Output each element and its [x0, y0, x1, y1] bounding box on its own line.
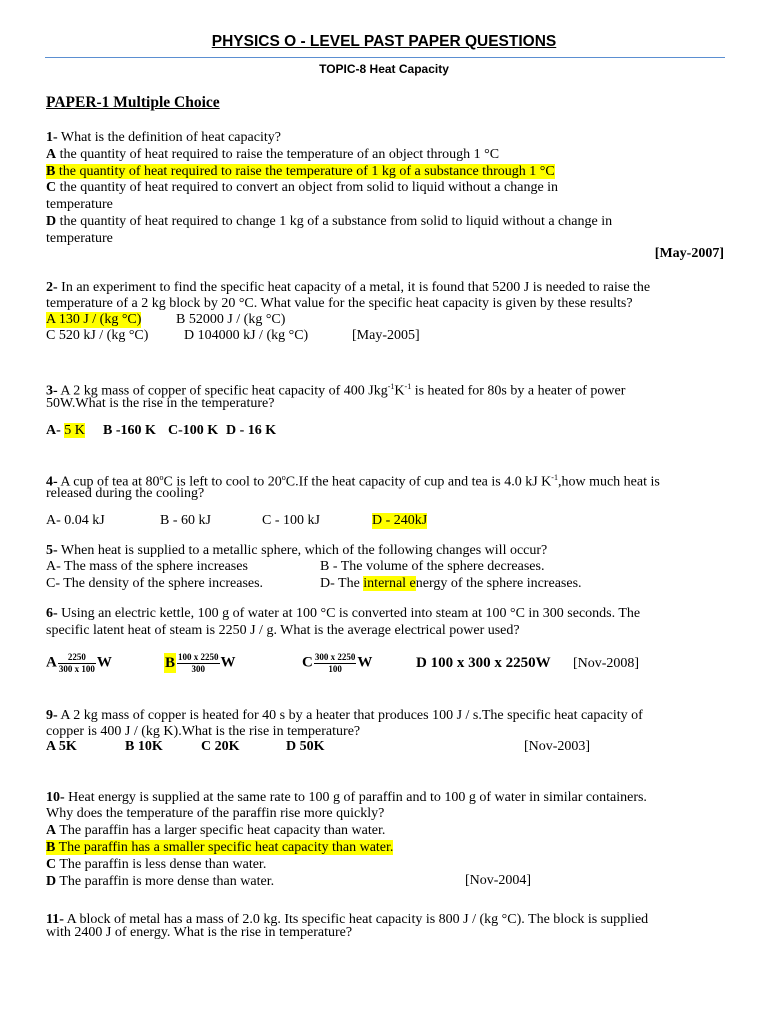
q10-reference: [Nov-2004] [465, 873, 532, 888]
q6-a-fraction [58, 652, 96, 675]
q3-sup-1: -1 [387, 382, 395, 391]
q9-reference: [Nov-2003] [524, 739, 591, 754]
q4-stem-text-3: C.If the heat capacity of cup and tea is 4.0 kJ K [285, 474, 552, 490]
q3-option-b: B -160 K [103, 423, 156, 438]
q10-a-letter: A [46, 823, 57, 838]
q1-c-text: the quantity of heat required to convert an object from solid to liquid without a change in [56, 180, 559, 195]
q2-option-b: B 52000 J / (kg °C) [176, 312, 286, 327]
q4-option-c: C - 100 kJ [262, 513, 320, 528]
q9-stem-line2: copper is 400 J / (kg K).What is the rise in temperature? [46, 724, 361, 739]
q1-d-letter: D [46, 214, 57, 229]
q10-d-text: The paraffin is more dense than water. [56, 874, 275, 889]
q9-number: 9- [46, 708, 58, 723]
q6-stem-line2: specific latent heat of steam is 2250 J / g. What is the average electrical power used? [46, 623, 520, 638]
q9-option-c: C 20K [201, 739, 240, 754]
q2-option-a: A 130 J / (kg °C) [46, 312, 142, 327]
q3-number: 3- [46, 383, 58, 399]
q10-b-letter: B [46, 840, 56, 855]
q6-option-c [302, 652, 372, 675]
q10-stem-line2: Why does the temperature of the paraffin rise more quickly? [46, 806, 385, 821]
q6-b-numerator: 100 x 2250 [178, 652, 219, 662]
q10-option-c [46, 856, 266, 873]
q6-option-d: D 100 x 300 x 2250W [416, 655, 551, 671]
q3-stem-text-3: is heated for 80s by a heater of power [411, 383, 626, 399]
q9-option-b: B 10K [125, 739, 163, 754]
q6-c-fraction [314, 652, 357, 675]
q10-d-letter: D [46, 874, 57, 889]
q5-number: 5- [46, 543, 58, 558]
q5-stem [46, 542, 547, 559]
q1-b-text: the quantity of heat required to raise the temperature of 1 kg of a substance through 1 °C [55, 164, 555, 179]
q5-option-b: B - The volume of the sphere decreases. [320, 559, 545, 574]
q3-a-prefix: A- [46, 423, 65, 438]
q6-option-b [164, 652, 236, 675]
q10-number: 10- [46, 790, 65, 805]
q6-c-unit: W [357, 654, 373, 671]
q6-c-numerator: 300 x 2250 [314, 652, 356, 662]
q9-stem-text: A 2 kg mass of copper is heated for 40 s by a heater that produces 100 J / s.The specific heat capacity of [57, 708, 643, 723]
q2-stem-line2: temperature of a 2 kg block by 20 °C. What value for the specific heat capacity is given by these results? [46, 296, 633, 311]
q5-d-prefix: D- The [320, 576, 364, 591]
q9-option-a: A 5K [46, 739, 77, 754]
q6-stem-text: Using an electric kettle, 100 g of water at 100 °C is converted into steam at 100 °C in 300 seconds. The [57, 606, 641, 621]
q10-option-d [46, 873, 274, 890]
q5-d-highlight: internal e [363, 576, 416, 591]
q1-stem-text: What is the definition of heat capacity? [57, 130, 281, 145]
q3-option-a [46, 423, 85, 439]
q10-c-letter: C [46, 857, 57, 872]
q1-a-letter: A [46, 147, 57, 162]
q1-reference: [May-2007] [654, 246, 724, 261]
q4-stem-text-4: ,how much heat is [557, 474, 660, 490]
q6-reference: [Nov-2008] [573, 656, 640, 671]
q6-c-letter: C [302, 654, 313, 671]
paper-heading: PAPER-1 Multiple Choice [46, 94, 220, 111]
q3-stem-text-2: K [394, 383, 405, 399]
q6-b-fraction [177, 652, 220, 675]
q2-stem-line1 [46, 279, 650, 296]
q2-option-d: D 104000 kJ / (kg °C) [184, 328, 309, 343]
q4-number: 4- [46, 474, 58, 490]
q1-c-letter: C [46, 180, 57, 195]
q10-stem-line1 [46, 789, 647, 806]
q2-stem-text: In an experiment to find the specific heat capacity of a metal, it is found that 5200 J is needed to raise the [57, 280, 651, 295]
q3-option-c: C-100 K [168, 423, 219, 438]
q11-number: 11- [46, 912, 64, 927]
q3-a-answer: 5 K [64, 423, 85, 438]
q4-stem-text: A cup of tea at 80 [57, 474, 160, 490]
q5-option-a: A- The mass of the sphere increases [46, 559, 248, 574]
q2-option-c: C 520 kJ / (kg °C) [46, 328, 149, 343]
q1-option-d-cont: temperature [46, 231, 113, 246]
q4-stem-text-2: C is left to cool to 20 [163, 474, 282, 490]
q3-sup-2: -1 [404, 382, 412, 391]
q10-b-text: The paraffin has a smaller specific heat capacity than water. [55, 840, 394, 855]
q9-option-d: D 50K [286, 739, 325, 754]
q5-option-c: C- The density of the sphere increases. [46, 576, 264, 591]
q10-stem-text: Heat energy is supplied at the same rate to 100 g of paraffin and to 100 g of water in similar containers. [64, 790, 647, 805]
q5-d-suffix: nergy of the sphere increases. [415, 576, 582, 591]
q6-number: 6- [46, 606, 58, 621]
q10-option-b [46, 839, 393, 856]
q6-b-denominator: 300 [191, 664, 206, 674]
header-divider [45, 57, 725, 58]
q4-sup-2: o [281, 473, 286, 482]
page-title: PHYSICS O - LEVEL PAST PAPER QUESTIONS [211, 33, 557, 50]
q4-option-b: B - 60 kJ [160, 513, 211, 528]
q6-a-denominator: 300 x 100 [58, 664, 95, 674]
q1-b-letter: B [46, 164, 56, 179]
q1-option-a [46, 146, 499, 163]
q6-a-numerator: 2250 [58, 652, 96, 664]
q10-c-text: The paraffin is less dense than water. [56, 857, 267, 872]
topic-title: TOPIC-8 Heat Capacity [319, 62, 449, 76]
q1-number: 1- [46, 130, 58, 145]
q4-stem-line2: released during the cooling? [46, 486, 205, 501]
q9-stem-line1 [46, 707, 643, 724]
q6-b-unit: W [220, 654, 236, 671]
q5-stem-text: When heat is supplied to a metallic sphere, which of the following changes will occur? [57, 543, 548, 558]
q6-stem-line1 [46, 605, 640, 622]
q4-option-a: A- 0.04 kJ [46, 513, 105, 528]
q4-option-d: D - 240kJ [372, 513, 428, 528]
q4-sup-3: -1 [551, 473, 558, 482]
q1-a-text: the quantity of heat required to raise the temperature of an object through 1 °C [56, 147, 500, 162]
q1-stem [46, 129, 281, 146]
q6-option-a [46, 652, 112, 675]
q3-option-d: D - 16 K [226, 423, 277, 438]
q1-option-c [46, 179, 558, 196]
q6-b-letter: B [165, 654, 176, 671]
q11-stem-line2: with 2400 J of energy. What is the rise in temperature? [46, 925, 353, 940]
q6-c-denominator: 100 [328, 664, 342, 674]
q4-sup-1: o [159, 473, 164, 482]
q5-option-d [320, 576, 582, 592]
q2-number: 2- [46, 280, 58, 295]
q2-reference: [May-2005] [352, 328, 420, 343]
q3-stem-line2: 50W.What is the rise in the temperature? [46, 396, 275, 411]
q10-option-a [46, 822, 385, 839]
q1-d-text: the quantity of heat required to change 1 kg of a substance from solid to liquid without a change in [56, 214, 613, 229]
q1-option-b [46, 163, 555, 180]
q1-option-d [46, 213, 612, 230]
q1-option-c-cont: temperature [46, 197, 113, 212]
q6-a-letter: A [46, 654, 57, 671]
q11-stem-text: A block of metal has a mass of 2.0 kg. Its specific heat capacity is 800 J / (kg °C). The block is supplied [63, 912, 649, 927]
q6-a-unit: W [96, 654, 112, 671]
q3-stem-text: A 2 kg mass of copper of specific heat capacity of 400 Jkg [57, 383, 388, 399]
q10-a-text: The paraffin has a larger specific heat capacity than water. [56, 823, 386, 838]
